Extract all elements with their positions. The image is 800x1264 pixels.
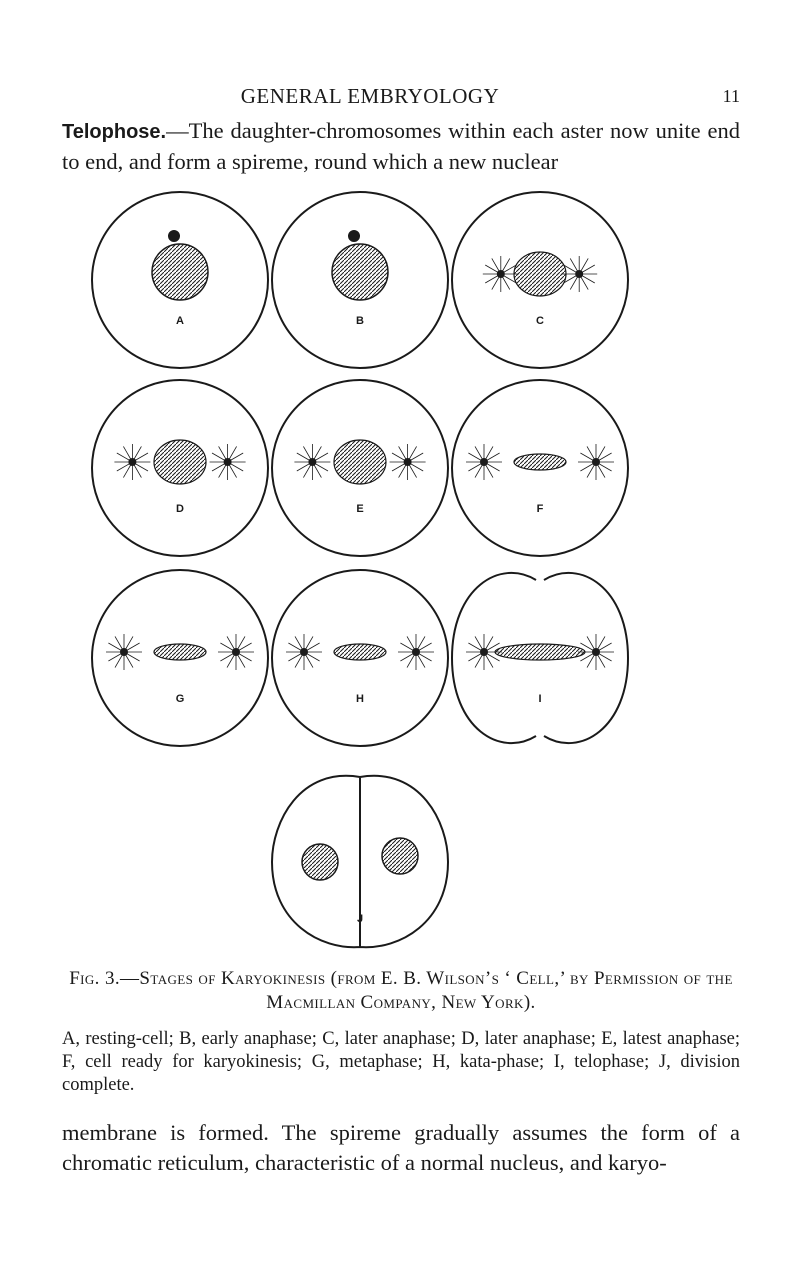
daughter-nucleus-left xyxy=(302,844,338,880)
centrosome xyxy=(169,231,179,241)
spindle-chromosomes xyxy=(334,440,386,484)
spindle-chromosomes xyxy=(495,644,585,660)
aster-center xyxy=(592,458,600,466)
cell-stage-d xyxy=(92,380,268,556)
aster-center xyxy=(300,648,308,656)
cell-label-e: E xyxy=(356,503,364,515)
daughter-nucleus-right xyxy=(382,838,418,874)
paragraph-membrane: membrane is formed. The spireme gradually assumes the form of a chromatic reticulum, characteristic of a normal nucleus, and karyo- xyxy=(62,1120,740,1175)
cell-label-a: A xyxy=(176,315,184,327)
aster-center xyxy=(128,458,136,466)
aster-center xyxy=(404,458,412,466)
cell-label-h: H xyxy=(356,693,364,705)
cell-stage-i xyxy=(452,573,628,743)
spindle-chromosomes xyxy=(334,644,386,660)
nucleus xyxy=(152,244,208,300)
cell-stage-c xyxy=(452,192,628,368)
aster-center xyxy=(480,648,488,656)
aster-center xyxy=(120,648,128,656)
nucleus xyxy=(332,244,388,300)
aster-center xyxy=(232,648,240,656)
cell-label-f: F xyxy=(536,503,544,515)
figure-caption-title: Fig. 3.—Stages of Karyokinesis (from E. B. Wilson’s ‘ Cell,’ by Permission of the Macmillan Company, New York). xyxy=(69,968,733,1013)
spindle-chromosomes xyxy=(154,440,206,484)
cell-stage-b xyxy=(272,192,448,368)
cell-stage-j xyxy=(272,776,448,947)
cell-stage-e xyxy=(272,380,448,556)
page-header xyxy=(0,84,800,114)
run-in-heading: Telophose. xyxy=(62,121,167,143)
figure-karyokinesis xyxy=(60,180,740,970)
spindle-chromosomes xyxy=(154,644,206,660)
cell-label-j: J xyxy=(356,913,364,925)
cell-label-d: D xyxy=(176,503,184,515)
cell-label-g: G xyxy=(175,693,185,705)
aster-center xyxy=(575,270,583,278)
spindle-chromosomes xyxy=(514,252,566,296)
spindle-chromosomes xyxy=(514,454,566,470)
figure-caption-body: A, resting-cell; B, early anaphase; C, later anaphase; D, later anaphase; E, latest anaphase; F, cell ready for karyokinesis; G, metaphase; H, kata-phase; I, telophase; J, division complete. xyxy=(62,1029,740,1095)
figure-illustration xyxy=(60,180,740,970)
cell-label-i: I xyxy=(538,693,542,705)
aster-center xyxy=(480,458,488,466)
paragraph-telophase xyxy=(62,116,740,177)
cell-label-b: B xyxy=(356,315,364,327)
running-head: GENERAL EMBRYOLOGY xyxy=(240,84,500,108)
page-number: 11 xyxy=(722,86,740,106)
aster-center xyxy=(592,648,600,656)
aster-center xyxy=(224,458,232,466)
aster-center xyxy=(412,648,420,656)
aster-center xyxy=(497,270,505,278)
paragraph-text: —The daughter-chromosomes within each aster now unite end to end, and form a spireme, round which a new nuclear xyxy=(62,118,740,174)
aster-center xyxy=(308,458,316,466)
cell-label-c: C xyxy=(536,315,544,327)
cell-stage-g xyxy=(92,570,268,746)
cell-stage-a xyxy=(92,192,268,368)
centrosome xyxy=(349,231,359,241)
cell-stage-h xyxy=(272,570,448,746)
cell-stage-f xyxy=(452,380,628,556)
